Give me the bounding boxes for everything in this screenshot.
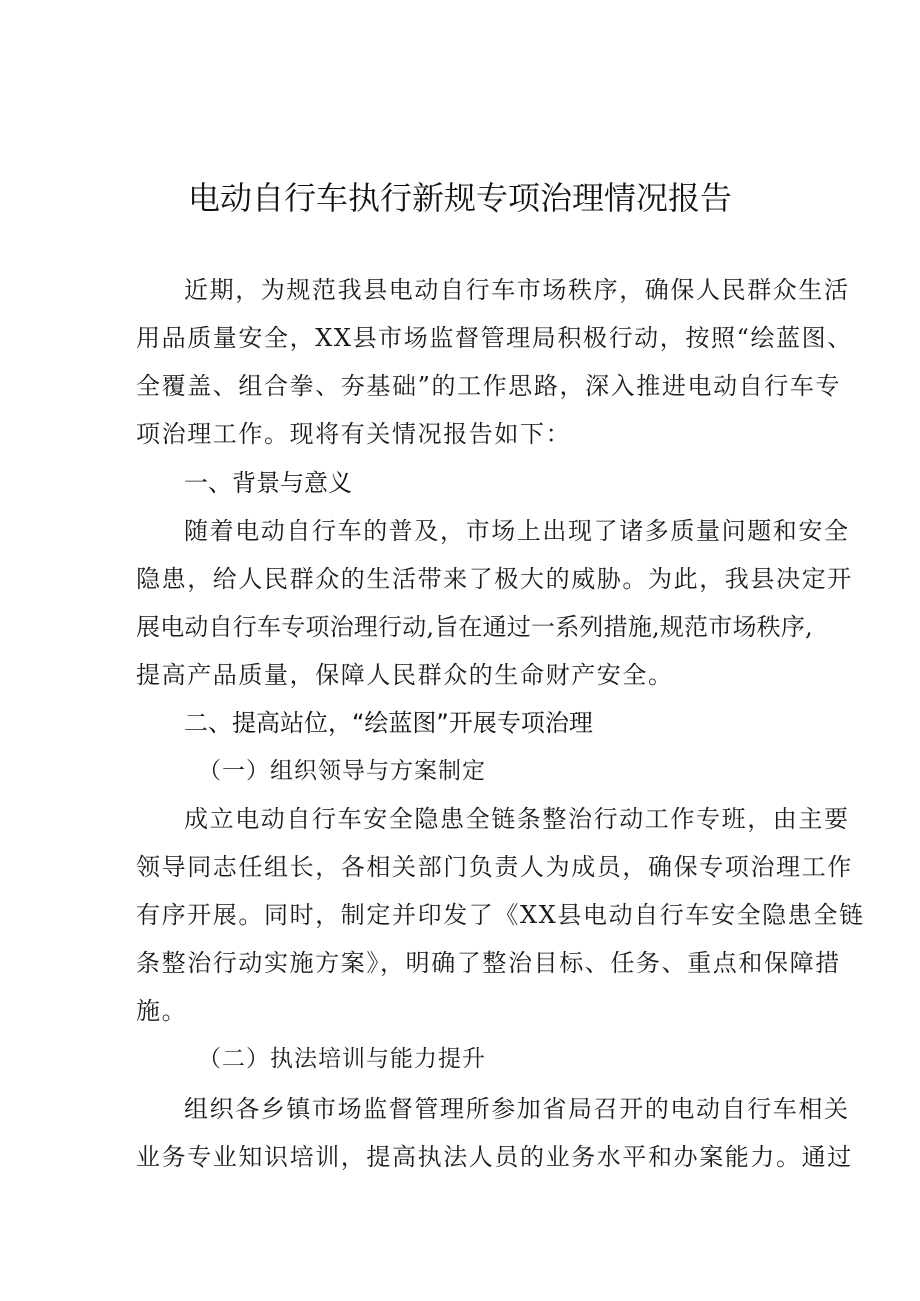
section-heading: 二、提高站位，“绘蓝图”开展专项治理 <box>184 709 593 737</box>
paragraph-line: 项治理工作。现将有关情况报告如下： <box>136 420 572 448</box>
document-title: 电动自行车执行新规专项治理情况报告 <box>187 179 732 217</box>
paragraph-line: 隐患，给人民群众的生活带来了极大的威胁。为此，我县决定开 <box>136 565 853 593</box>
paragraph-line: 全覆盖、组合拳、夯基础”的工作思路，深入推进电动自行车专 <box>136 372 842 400</box>
paragraph-line: 业务专业知识培训，提高执法人员的业务水平和办案能力。通过 <box>136 1143 853 1171</box>
paragraph-line: 领导同志任组长，各相关部门负责人为成员，确保专项治理工作 <box>136 853 853 881</box>
paragraph-line: 提高产品质量，保障人民群众的生命财产安全。 <box>136 661 674 689</box>
paragraph-line: 近期，为规范我县电动自行车市场秩序，确保人民群众生活 <box>184 276 850 304</box>
subsection-heading: （一）组织领导与方案制定 <box>198 758 486 784</box>
paragraph-line: 展电动自行车专项治理行动,旨在通过一系列措施,规范市场秩序, <box>136 613 813 641</box>
paragraph-line: 成立电动自行车安全隐患全链条整治行动工作专班，由主要 <box>184 805 850 833</box>
subsection-heading: （二）执法培训与能力提升 <box>198 1046 486 1072</box>
paragraph-line: 用品质量安全，XX县市场监督管理局积极行动，按照“绘蓝图、 <box>136 324 853 352</box>
paragraph-line: 组织各乡镇市场监督管理所参加省局召开的电动自行车相关 <box>184 1095 850 1123</box>
section-heading: 一、背景与意义 <box>184 469 352 497</box>
paragraph-line: 随着电动自行车的普及，市场上出现了诸多质量问题和安全 <box>184 517 850 545</box>
paragraph-line: 有序开展。同时，制定并印发了《XX县电动自行车安全隐患全链 <box>136 901 865 929</box>
paragraph-line: 施。 <box>136 997 188 1025</box>
paragraph-line: 条整治行动实施方案》，明确了整治目标、任务、重点和保障措 <box>136 949 841 977</box>
